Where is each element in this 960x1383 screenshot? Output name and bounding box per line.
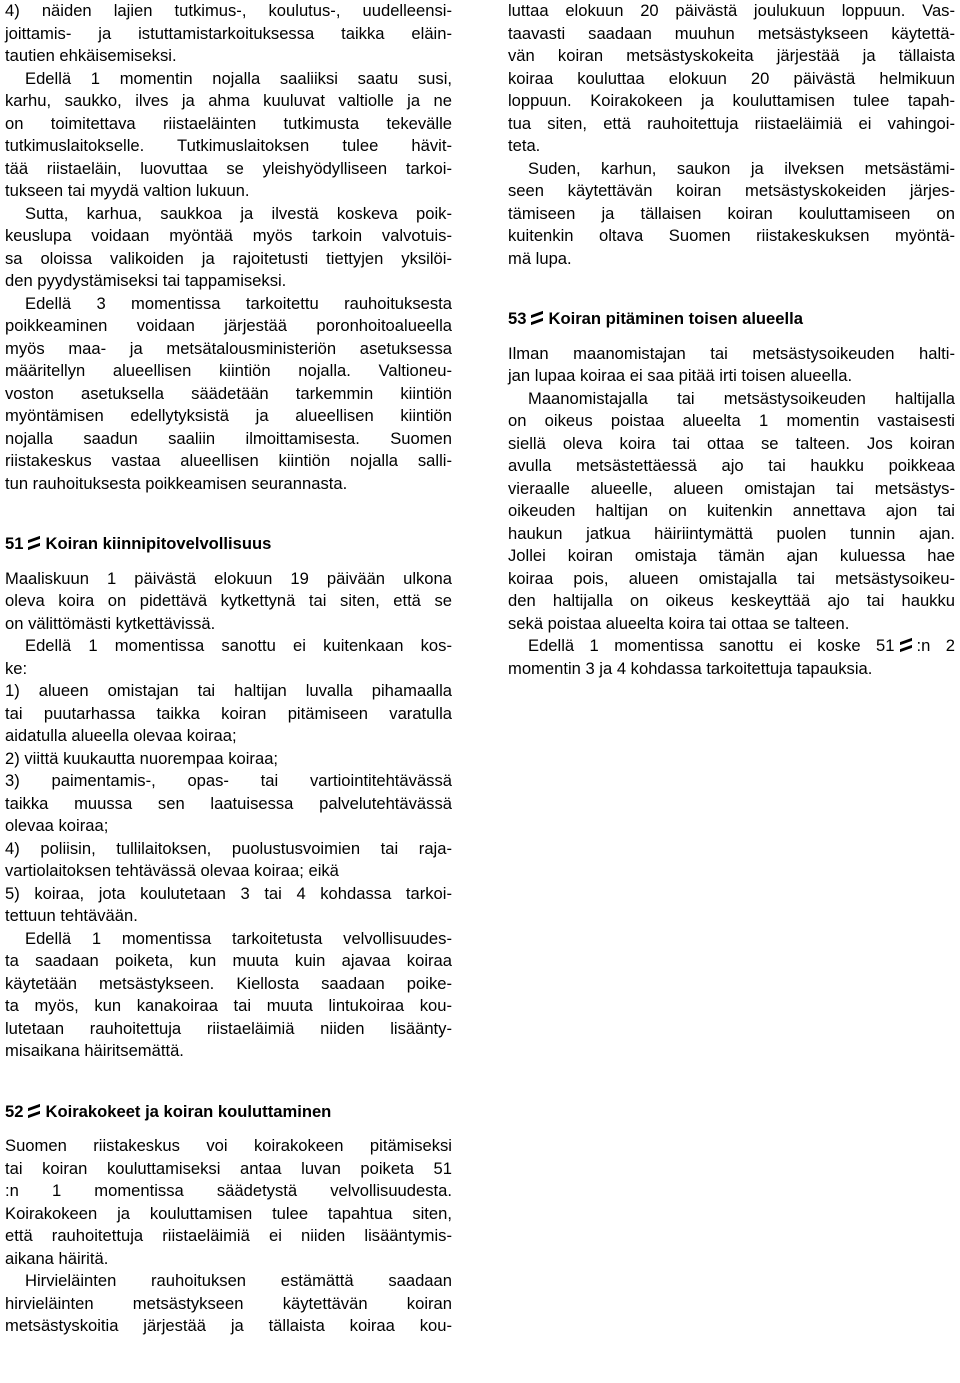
left-column xyxy=(5,0,452,1338)
text-line: tua siten, että rauhoitettuja riistaeläimiä ei vahingoi- xyxy=(508,113,955,133)
text-line: ta myös, kun kanakoiraa tai muuta lintukoiraa kou- xyxy=(5,996,452,1015)
text-line: sekä poistaa alueelta koira tai ottaa se talteen. xyxy=(508,613,850,633)
section-title: Koiran kiinnipitovelvollisuus xyxy=(45,534,272,553)
text-line: Jollei koiran omistaja tämän ajan kuluessa hae xyxy=(508,546,955,565)
section-title: Koiran pitäminen toisen alueella xyxy=(548,309,803,328)
text-line: lutetaan rauhoitettuja riistaeläimiä niiden lisäänty- xyxy=(5,1018,452,1038)
text-line: kuitenkin oltava Suomen riistakeskuksen myöntä- xyxy=(508,226,955,245)
text-line: Edellä 1 momentissa sanottu ei kuitenkaan kos- xyxy=(25,636,452,655)
text-line: Suomen riistakeskus voi koirakokeen pitämiseksi xyxy=(5,1136,452,1155)
section-heading-52 xyxy=(5,1101,452,1124)
text-line: että rauhoitettuja riistaeläimiä ei niiden lisääntymis- xyxy=(5,1226,452,1245)
text-line: koiraa pois, alueen omistajalla tai metsästysoikeu- xyxy=(508,568,955,588)
section-heading-51 xyxy=(5,533,452,556)
text-line: siellä oleva koira tai ottaa se talteen. Jos koiran xyxy=(508,433,955,453)
text-line: on oikeus poistaa alueelta 1 momentin vastaisesti xyxy=(508,411,955,430)
text-line: aikana häiritä. xyxy=(5,1248,109,1268)
text-line: Suden, karhun, saukon ja ilveksen metsästämi- xyxy=(528,158,955,178)
section-sign-icon xyxy=(530,310,544,326)
text-line: on välittömästi kytkettävissä. xyxy=(5,613,216,633)
text-line: käytetään metsästykseen. Kiellosta saadaan poike- xyxy=(5,973,452,993)
text-line: keuslupa voidaan myöntää myös tarkoin valvotuis- xyxy=(5,226,452,245)
text-line: tun rauhoituksesta poikkeamisen seurannasta. xyxy=(5,473,348,493)
text-line: momentin 3 ja 4 kohdassa tarkoitettuja tapauksia. xyxy=(508,658,873,678)
text-line: metsästyskoitia järjestää ja tällaista koiraa kou- xyxy=(5,1316,452,1335)
text-fragment: :n 2 xyxy=(916,636,955,655)
text-line: ke: xyxy=(5,658,28,678)
text-line: myös maa- ja metsätalousministeriön asetuksessa xyxy=(5,338,452,358)
text-line: sa oloissa valikoiden ja rajoitetusti tiettyjen yksilöi- xyxy=(5,248,452,268)
text-line: haukun jatkua häiriintymättä puolen tunnin ajan. xyxy=(508,523,955,543)
section-heading-53 xyxy=(508,308,955,331)
text-line: voston asetuksella säädetään tarkemmin kiintiön xyxy=(5,383,452,403)
text-line: tautien ehkäisemiseksi. xyxy=(5,46,177,65)
text-fragment: Edellä 1 momentissa sanottu ei koske 51 xyxy=(528,636,895,655)
text-line: tukseen tai myydä valtion lukuun. xyxy=(5,181,250,200)
text-line: ta saadaan poiketa, kun muuta kuin ajavaa koiraa xyxy=(5,951,452,970)
text-line: tää riistaeläin, luovuttaa se yleishyödylliseen tarkoi- xyxy=(5,158,452,178)
text-line: tai puutarhassa taikka koiran pitämiseen varatulla xyxy=(5,703,452,723)
text-line: Maanomistajalla tai metsästysoikeuden haltijalla xyxy=(528,388,955,408)
section-number: 51 xyxy=(5,534,24,553)
text-line: tutkimuslaitokselle. Tutkimuslaitoksen tulee hävit- xyxy=(5,136,452,155)
text-line: hirvieläinten metsästykseen käytettävän koiran xyxy=(5,1293,452,1313)
section-number: 52 xyxy=(5,1101,24,1121)
text-line: taikka muussa sen laatuisessa palvelutehtävässä xyxy=(5,793,452,813)
text-line: myöntämisen edellytyksistä ja alueellisen kiintiön xyxy=(5,406,452,425)
text-line: riistakeskus vastaa alueellisen kiintiön nojalla salli- xyxy=(5,451,452,470)
text-line: 1) alueen omistajan tai haltijan luvalla pihamaalla xyxy=(5,681,452,700)
text-line: nojalla saadun saaliin ilmoittamisesta. Suomen xyxy=(5,428,452,448)
text-line: den haltijalla on oikeus keskeyttää ajo tai haukku xyxy=(508,591,955,610)
text-line: 3) paimentamis-, opas- tai vartiointitehtävässä xyxy=(5,771,452,790)
text-line: 2) viittä kuukautta nuorempaa koiraa; xyxy=(5,748,279,768)
text-line: :n 1 momentissa säädetystä velvollisuudesta. xyxy=(5,1181,452,1200)
text-line: Sutta, karhua, saukkoa ja ilvestä koskeva poik- xyxy=(25,203,452,223)
text-line: Edellä 3 momentissa tarkoitettu rauhoituksesta xyxy=(25,293,452,313)
text-line: koiraa kouluttaa elokuun 20 päivästä helmikuun xyxy=(508,68,955,88)
text-line: teta. xyxy=(508,136,541,155)
section-sign-icon xyxy=(899,637,913,653)
text-line xyxy=(508,635,955,658)
text-line: tämiseen ja tällaisen koiran kouluttamiseen on xyxy=(508,203,955,223)
section-sign-icon xyxy=(27,535,41,551)
text-line: luttaa elokuun 20 päivästä joulukuun loppuun. Vas- xyxy=(508,1,955,20)
text-line: Edellä 1 momentin nojalla saaliiksi saatu susi, xyxy=(25,68,452,88)
text-line: 4) poliisin, tullilaitoksen, puolustusvoimien tai raja- xyxy=(5,838,452,858)
text-line: 5) koiraa, jota koulutetaan 3 tai 4 kohdassa tarkoi- xyxy=(5,883,452,903)
text-line: vartiolaitoksen tehtävässä olevaa koiraa; eikä xyxy=(5,861,339,880)
text-line: Maaliskuun 1 päivästä elokuun 19 päivään ulkona xyxy=(5,568,452,588)
text-line: joittamis- ja istuttamistarkoituksessa taikka eläin- xyxy=(5,23,452,43)
text-line: poikkeaminen voidaan järjestää poronhoitoalueella xyxy=(5,316,452,335)
text-line: seen käytettävän koiran metsästyskokeiden järjes- xyxy=(508,181,955,200)
text-line: vieraalle alueelle, alueen omistajan tai metsästys- xyxy=(508,478,955,498)
section-title: Koirakokeet ja koiran kouluttaminen xyxy=(45,1101,332,1121)
section-sign-icon xyxy=(27,1103,41,1119)
text-line: Koirakokeen ja kouluttamisen tulee tapahtua siten, xyxy=(5,1203,452,1223)
text-line: määritellyn alueellisen kiintiön nojalla. Valtioneu- xyxy=(5,361,452,380)
text-line: avulla metsästettäessä ajo tai haukku poikkeaa xyxy=(508,456,955,475)
text-line: Edellä 1 momentissa tarkoitetusta velvollisuudes- xyxy=(25,928,452,948)
text-line: jan lupaa koiraa ei saa pitää irti toisen alueella. xyxy=(508,366,853,385)
text-line: loppuun. Koirakokeen ja kouluttamisen tulee tapah- xyxy=(508,91,955,110)
text-line: oikeuden haltijan on kuitenkin annettava ajon tai xyxy=(508,501,955,520)
text-line: 4) näiden lajien tutkimus-, koulutus-, uudelleensi- xyxy=(5,1,452,20)
text-line: misaikana häiritsemättä. xyxy=(5,1041,184,1060)
section-number: 53 xyxy=(508,309,527,328)
text-line: karhu, saukko, ilves ja ahma kuuluvat valtiolle ja ne xyxy=(5,91,452,110)
text-line: tettuun tehtävään. xyxy=(5,906,138,925)
text-line: on toimitettava riistaeläinten tutkimusta tekevälle xyxy=(5,113,452,133)
right-column xyxy=(508,0,955,680)
text-line: Hirvieläinten rauhoituksen estämättä saadaan xyxy=(25,1271,452,1290)
text-line: taavasti saadaan muuhun metsästykseen käytettä- xyxy=(508,23,955,43)
text-line: Ilman maanomistajan tai metsästysoikeuden halti- xyxy=(508,343,955,363)
text-line: mä lupa. xyxy=(508,248,572,268)
text-line: tai koiran kouluttamiseksi antaa luvan poiketa 51 xyxy=(5,1158,452,1178)
text-line: aidatulla alueella olevaa koiraa; xyxy=(5,726,237,745)
text-line: den pyydystämiseksi tai tappamiseksi. xyxy=(5,271,287,290)
text-line: olevaa koiraa; xyxy=(5,816,109,835)
text-line: oleva koira on pidettävä kytkettynä tai siten, että se xyxy=(5,591,452,610)
text-line: vän koiran metsästyskokeita järjestää ja tällaista xyxy=(508,46,955,65)
